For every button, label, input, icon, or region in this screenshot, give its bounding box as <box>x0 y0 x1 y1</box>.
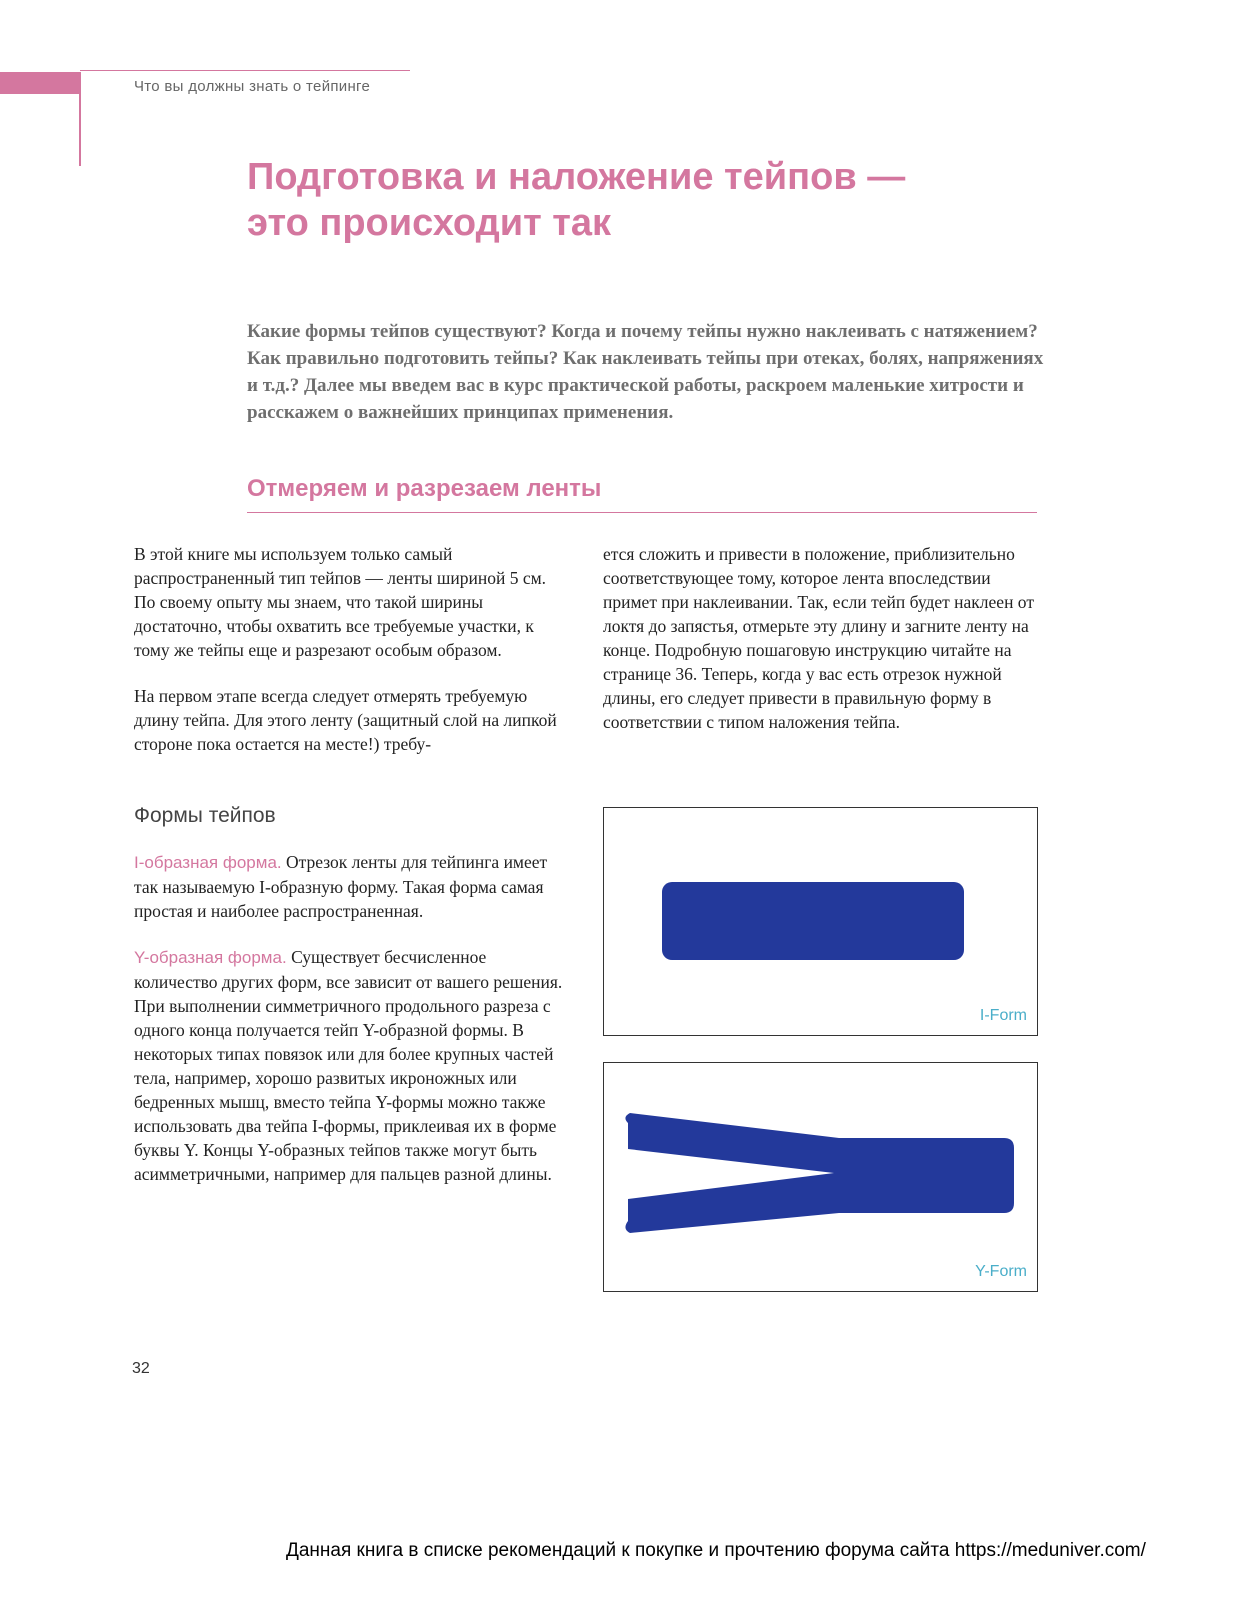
text-column-left <box>134 542 570 756</box>
footer-note: Данная книга в списке рекомендаций к покупке и прочтению форума сайта https://meduniver.com/ <box>286 1540 1146 1561</box>
page-title <box>247 154 1067 246</box>
i-form-paragraph <box>134 850 570 923</box>
i-form-figure <box>603 807 1038 1036</box>
paragraph: На первом этапе всегда следует отмерять требуемую длину тейпа. Для этого ленту (защитный слой на липкой стороне пока остается на месте!) требу- <box>134 686 557 754</box>
i-form-illustration <box>604 808 1037 1035</box>
i-form-text: Отрезок ленты для тейпинга имеет так называемую I-образную форму. Такая форма самая простая и наиболее распространенная. <box>134 852 548 921</box>
y-form-caption: Y-Form <box>975 1263 1027 1280</box>
paragraph: В этой книге мы используем только самый распространенный тип тейпов — ленты шириной 5 см. По своему опыту мы знаем, что такой ширины достаточно, чтобы охватить все требуемые участки, к тому же тейпы еще и разрезают особым образом. <box>134 544 547 660</box>
running-head: Что вы должны знать о тейпинге <box>134 78 371 95</box>
y-form-illustration <box>604 1063 1037 1291</box>
text-column-right <box>603 542 1039 734</box>
y-form-lead: Y-образная форма. <box>134 948 287 967</box>
i-form-tape <box>662 882 964 960</box>
page-title-line2: это происходит так <box>247 202 612 244</box>
y-form-paragraph <box>134 945 570 1186</box>
intro-paragraph: Какие формы тейпов существуют? Когда и почему тейпы нужно наклеивать с натяжением? Как правильно подготовить тейпы? Как наклеивать тейпы при отеках, болях, напряжениях и т.д.? Далее мы введем вас в курс практической работы, раскроем маленькие хитрости и расскажем о важнейших принципах применения. <box>247 321 1044 423</box>
header-accent-bar <box>0 72 80 94</box>
section-heading: Отмеряем и разрезаем ленты <box>247 474 1037 513</box>
page-number: 32 <box>132 1360 150 1377</box>
i-form-lead: I-образная форма. <box>134 853 282 872</box>
header-rule <box>80 70 410 71</box>
y-form-figure <box>603 1062 1038 1292</box>
y-form-text: Существует бесчисленное количество других форм, все зависит от вашего решения. При выполнении симметричного продольного разреза с одного конца получается тейп Y-образной формы. В некоторых типах повязок или для более крупных частей тела, например, хорошо развитых икроножных или бедренных мышц, вместо тейпа Y-формы можно также использовать два тейпа I-формы, приклеивая их в форме буквы Y. Концы Y-образных тейпов также могут быть асимметричными, например для пальцев разной длины. <box>134 947 563 1184</box>
paragraph: ется сложить и привести в положение, приблизительно соответствующее тому, которое лента впоследствии примет при наклеивании. Так, если тейп будет наклеен от локтя до запястья, отмерьте эту длину и загните ленту на конце. Подробную пошаговую инструкцию читайте на странице 36. Теперь, когда у вас есть отрезок нужной длины, его следует привести в правильную форму в соответствии с типом наложения тейпа. <box>603 544 1034 732</box>
y-form-tape <box>625 1113 1014 1233</box>
page-title-line1: Подготовка и наложение тейпов — <box>247 156 906 198</box>
subsection-heading: Формы тейпов <box>134 804 276 827</box>
i-form-caption: I-Form <box>979 1007 1027 1024</box>
header-vertical-rule <box>79 72 81 166</box>
forms-text <box>134 850 570 1186</box>
